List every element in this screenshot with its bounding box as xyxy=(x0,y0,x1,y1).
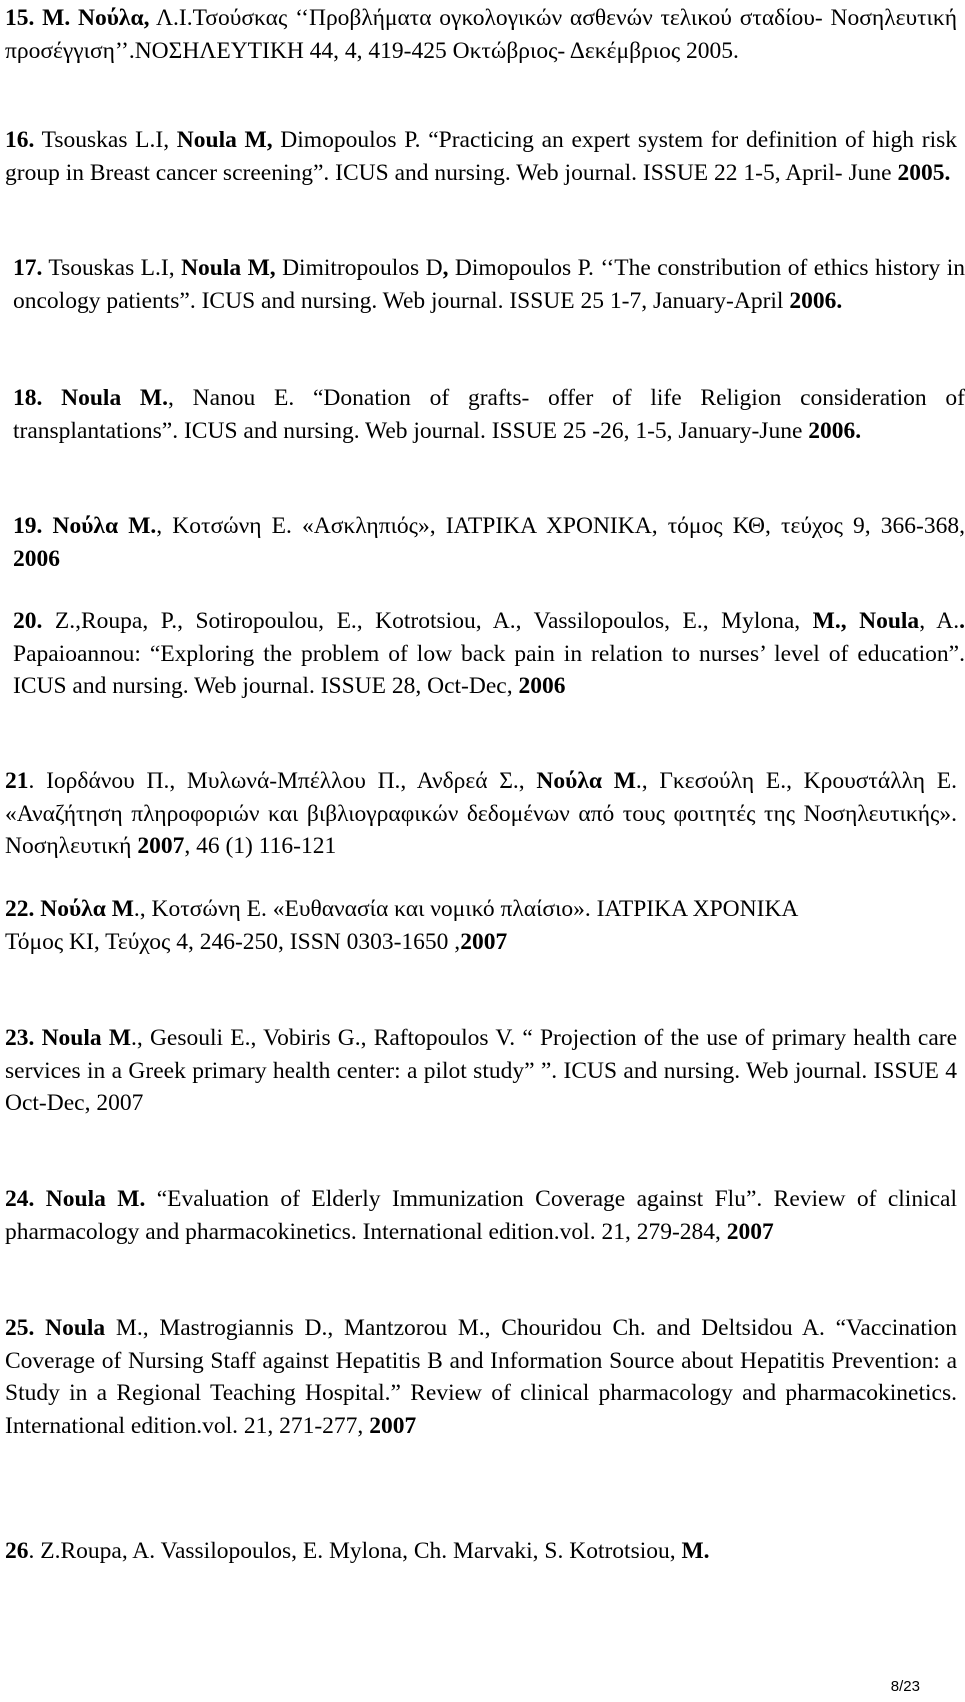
reference-21: 21. Ιορδάνου Π., Μυλωνά-Μπέλλου Π., Ανδρεά Σ., Νούλα Μ., Γκεσούλη Ε., Κρουστάλλη Ε. «Αναζήτηση πληροφοριών και βιβλιογραφικών δεδομένων από τους φοιτητές της Νοσηλευτικής». Νοσηλευτική 2007, 46 (1) 116-121 xyxy=(5,768,957,859)
ref-year: 2007 xyxy=(726,1218,774,1245)
reference-16: 16. Tsouskas L.I, Noula M, Dimopoulos P. “Practicing an expert system for definition of high risk group in Breast cancer screening”. ICUS and nursing. Web journal. ISSUE 22 1-5, April- June 2005. xyxy=(5,127,957,186)
ref-author-bold: M., Noula xyxy=(812,608,920,634)
ref-author-bold: Νούλα Μ xyxy=(34,896,134,922)
ref-year: 2006. xyxy=(808,417,862,444)
ref-author-bold: Νούλα Μ xyxy=(536,768,636,794)
reference-19: 19. Νούλα Μ., Κοτσώνη Ε. «Ασκληπιός», ΙΑΤΡΙΚΑ ΧΡΟΝΙΚΑ, τόμος ΚΘ, τεύχος 9, 366-368, 2006 xyxy=(13,513,965,572)
ref-number: 23. xyxy=(5,1025,35,1051)
ref-year: 2007 xyxy=(460,928,508,955)
ref-author-bold: M. xyxy=(681,1538,710,1564)
ref-author-bold: Noula xyxy=(34,1315,106,1341)
ref-number: 20. xyxy=(13,608,43,634)
ref-number: 18. xyxy=(13,385,43,411)
ref-year: 2006 xyxy=(13,545,60,572)
ref-number: 24. xyxy=(5,1186,35,1212)
reference-17: 17. Tsouskas L.I, Noula M, Dimitropoulos D, Dimopoulos P. ‘‘The constribution of ethics history in oncology patients”. ICUS and nursing. Web journal. ISSUE 25 1-7, January-April 2006. xyxy=(13,255,965,314)
reference-20: 20. Z.,Roupa, P., Sotiropoulou, E., Kotrotsiou, A., Vassilopoulos, E., Mylona, M., Noula, A.. Papaioannou: “Exploring the problem of low back pain in relation to nurses’ level of education”. ICUS and nursing. Web journal. ISSUE 28, Oct-Dec, 2006 xyxy=(13,608,965,699)
ref-number: 25. xyxy=(5,1315,35,1341)
page-number: 8/23 xyxy=(890,1678,920,1695)
ref-author-bold: Noula M. xyxy=(34,1186,146,1212)
ref-author-bold: Noula M xyxy=(34,1025,132,1051)
ref-author-bold: Noula M. xyxy=(42,385,168,411)
reference-25: 25. Noula M., Mastrogiannis D., Mantzorou M., Chouridou Ch. and Deltsidou A. “Vaccination Coverage of Nursing Staff against Hepatitis B and Information Source about Hepatitis Prevention: a Study in a Regional Teaching Hospital.” Review of clinical pharmacology and pharmacokinetics. International edition.vol. 21, 271-277, 2007 xyxy=(5,1315,957,1439)
ref-number: 15. xyxy=(5,5,35,31)
reference-26: 26. Z.Roupa, A. Vassilopoulos, E. Mylona, Ch. Marvaki, S. Kotrotsiou, M. xyxy=(5,1538,710,1564)
reference-18: 18. Noula M., Nanou E. “Donation of grafts- offer of life Religion consideration of transplantations”. ICUS and nursing. Web journal. ISSUE 25 -26, 1-5, January-June 2006. xyxy=(13,385,965,444)
ref-year: 2006. xyxy=(789,287,843,314)
ref-author-bold: Noula M, xyxy=(176,127,273,153)
ref-year: 2007 xyxy=(137,833,185,859)
reference-23: 23. Noula M., Gesouli E., Vobiris G., Raftopoulos V. “ Projection of the use of primary health care services in a Greek primary health center: a pilot study” ”. ICUS and nursing. Web journal. ISSUE 4 Oct-Dec, 2007 xyxy=(5,1025,958,1116)
ref-number: 19. xyxy=(13,513,43,539)
ref-year: 2006 xyxy=(518,673,566,699)
ref-number: 16. xyxy=(5,127,35,153)
reference-22: 22. Νούλα Μ., Κοτσώνη Ε. «Ευθανασία και νομικό πλαίσιο». ΙΑΤΡΙΚΑ ΧΡΟΝΙΚΑ Τόμος ΚΙ, Τεύχος 4, 246-250, ISSN 0303-1650 ,2007 xyxy=(5,896,799,955)
ref-author-bold: Noula M, xyxy=(181,255,276,281)
ref-number: 17. xyxy=(13,255,43,281)
ref-number: 21 xyxy=(5,768,29,794)
ref-number: 22. xyxy=(5,896,35,922)
ref-year: 2005. xyxy=(897,159,951,186)
ref-author-bold: Νούλα Μ. xyxy=(42,513,157,539)
ref-number: 26 xyxy=(5,1538,29,1564)
ref-year: 2007 xyxy=(369,1412,417,1439)
reference-24: 24. Noula M. “Evaluation of Elderly Immunization Coverage against Flu”. Review of clinical pharmacology and pharmacokinetics. International edition.vol. 21, 279-284, 2007 xyxy=(5,1186,958,1245)
reference-15 xyxy=(5,2,957,67)
ref-text: Λ.Ι.Τσούσκας ‘‘Προβλήματα ογκολογικών ασθενών τελικού σταδίου- Νοσηλευτική προσέγγιση’’.ΝΟΣΗΛΕΥΤΙΚΗ 44, 4, 419-425 Οκτώβριος- Δεκέμβριος 2005. xyxy=(5,5,958,64)
ref-authors: Μ. Νούλα, xyxy=(42,5,150,31)
